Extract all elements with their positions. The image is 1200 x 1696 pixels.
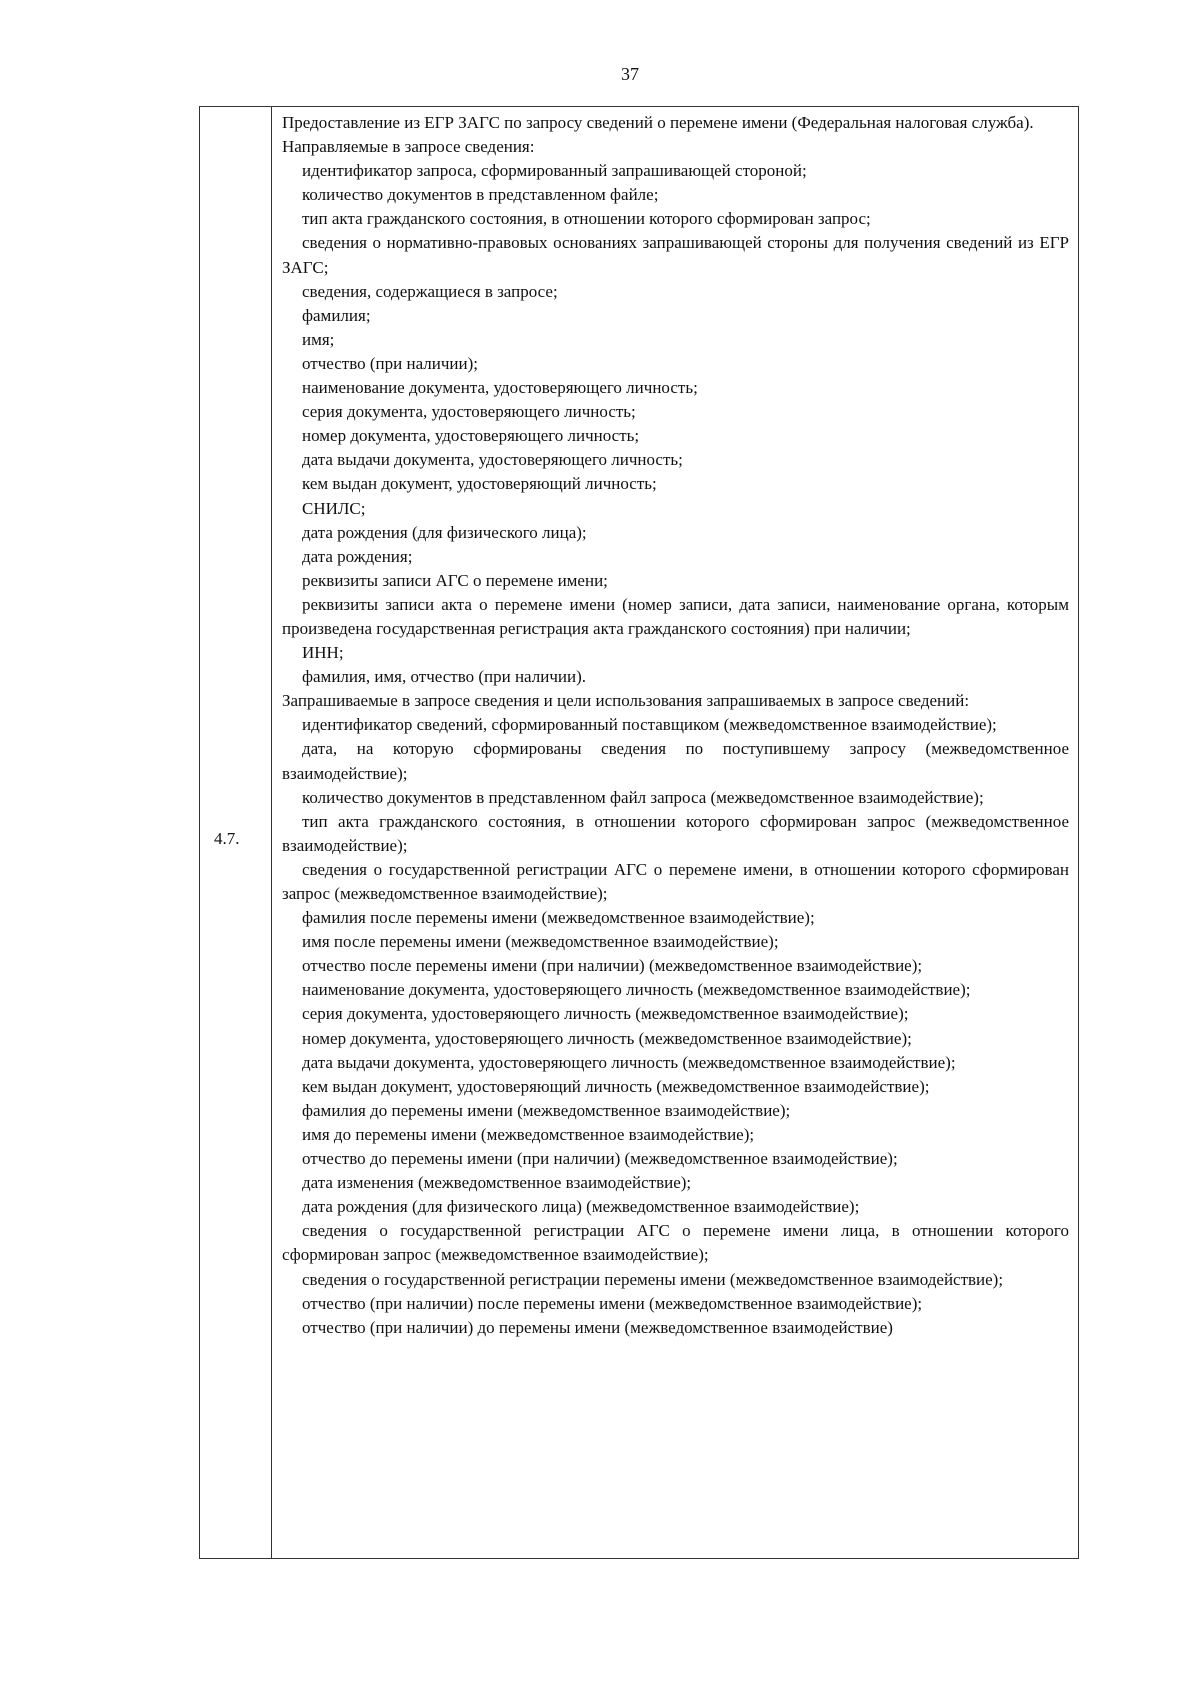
content-paragraph: количество документов в представленном файле;	[302, 185, 659, 205]
content-paragraph: Предоставление из ЕГР ЗАГС по запросу сведений о перемене имени (Федеральная налоговая служба).	[282, 113, 1034, 132]
content-paragraph: сведения о нормативно-правовых основаниях запрашивающей стороны для получения сведений из ЕГР ЗАГС;	[282, 233, 1069, 277]
row-content	[282, 111, 1069, 1340]
content-paragraph: фамилия;	[302, 305, 371, 325]
content-paragraph: номер документа, удостоверяющего личность;	[302, 426, 640, 446]
content-paragraph: Запрашиваемые в запросе сведения и цели использования запрашиваемых в запросе сведений:	[282, 691, 970, 711]
content-paragraph: дата рождения (для физического лица);	[302, 522, 587, 542]
content-paragraph: дата выдачи документа, удостоверяющего личность;	[302, 450, 683, 470]
content-paragraph: серия документа, удостоверяющего личность (межведомственное взаимодействие);	[302, 1004, 909, 1024]
content-paragraph: дата рождения;	[302, 546, 413, 566]
content-paragraph: сведения о государственной регистрации АГС о перемене имени лица, в отношении которого сформирован запрос (межведомственное взаимодействие);	[282, 1221, 1069, 1265]
content-paragraph: наименование документа, удостоверяющего личность (межведомственное взаимодействие);	[302, 980, 971, 1000]
content-paragraph: дата выдачи документа, удостоверяющего личность (межведомственное взаимодействие);	[302, 1052, 956, 1072]
content-paragraph: сведения о государственной регистрации перемены имени (межведомственное взаимодействие);	[302, 1269, 1004, 1289]
content-paragraph: идентификатор сведений, сформированный поставщиком (межведомственное взаимодействие);	[302, 715, 997, 735]
content-paragraph: СНИЛС;	[302, 498, 366, 518]
content-paragraph: имя после перемены имени (межведомственное взаимодействие);	[302, 932, 779, 952]
content-paragraph: Направляемые в запросе сведения:	[282, 137, 535, 157]
content-paragraph: сведения, содержащиеся в запросе;	[302, 281, 558, 301]
content-paragraph: тип акта гражданского состояния, в отношении которого сформирован запрос;	[302, 209, 871, 229]
content-paragraph: сведения о государственной регистрации АГС о перемене имени, в отношении которого сформирован запрос (межведомственное взаимодействие);	[282, 859, 1069, 903]
content-paragraph: номер документа, удостоверяющего личность (межведомственное взаимодействие);	[302, 1028, 912, 1048]
content-paragraph: отчество до перемены имени (при наличии) (межведомственное взаимодействие);	[302, 1149, 898, 1169]
content-paragraph: дата изменения (межведомственное взаимодействие);	[302, 1173, 692, 1193]
content-paragraph: отчество (при наличии) после перемены имени (межведомственное взаимодействие);	[302, 1293, 923, 1313]
content-paragraph: кем выдан документ, удостоверяющий личность (межведомственное взаимодействие);	[302, 1076, 930, 1096]
content-paragraph: имя до перемены имени (межведомственное взаимодействие);	[302, 1124, 755, 1144]
content-paragraph: дата рождения (для физического лица) (межведомственное взаимодействие);	[302, 1197, 860, 1217]
content-paragraph: отчество (при наличии);	[302, 353, 478, 373]
content-paragraph: фамилия до перемены имени (межведомственное взаимодействие);	[302, 1100, 791, 1120]
content-paragraph: имя;	[302, 329, 335, 349]
content-paragraph: отчество после перемены имени (при наличии) (межведомственное взаимодействие);	[302, 956, 923, 976]
content-paragraph: серия документа, удостоверяющего личность;	[302, 402, 636, 422]
content-paragraph: ИНН;	[302, 643, 344, 663]
content-paragraph: реквизиты записи АГС о перемене имени;	[302, 570, 608, 590]
content-paragraph: наименование документа, удостоверяющего личность;	[302, 378, 698, 398]
content-paragraph: фамилия, имя, отчество (при наличии).	[302, 667, 586, 687]
content-paragraph: тип акта гражданского состояния, в отношении которого сформирован запрос (межведомственное взаимодействие);	[282, 811, 1069, 855]
content-paragraph: дата, на которую сформированы сведения по поступившему запросу (межведомственное взаимодействие);	[282, 739, 1069, 783]
content-paragraph: отчество (при наличии) до перемены имени (межведомственное взаимодействие)	[302, 1317, 893, 1337]
content-paragraph: фамилия после перемены имени (межведомственное взаимодействие);	[302, 908, 815, 928]
content-paragraph: идентификатор запроса, сформированный запрашивающей стороной;	[302, 161, 807, 181]
page-number: 37	[621, 64, 639, 84]
content-paragraph: реквизиты записи акта о перемене имени (номер записи, дата записи, наименование органа, которым произведена государственная регистрация акта гражданского состояния) при наличии;	[282, 594, 1069, 638]
content-paragraph: кем выдан документ, удостоверяющий личность;	[302, 474, 657, 494]
row-number: 4.7.	[214, 829, 240, 848]
content-paragraph: количество документов в представленном файл запроса (межведомственное взаимодействие);	[302, 787, 984, 807]
column-divider	[271, 107, 272, 1558]
document-table	[199, 106, 1079, 1559]
